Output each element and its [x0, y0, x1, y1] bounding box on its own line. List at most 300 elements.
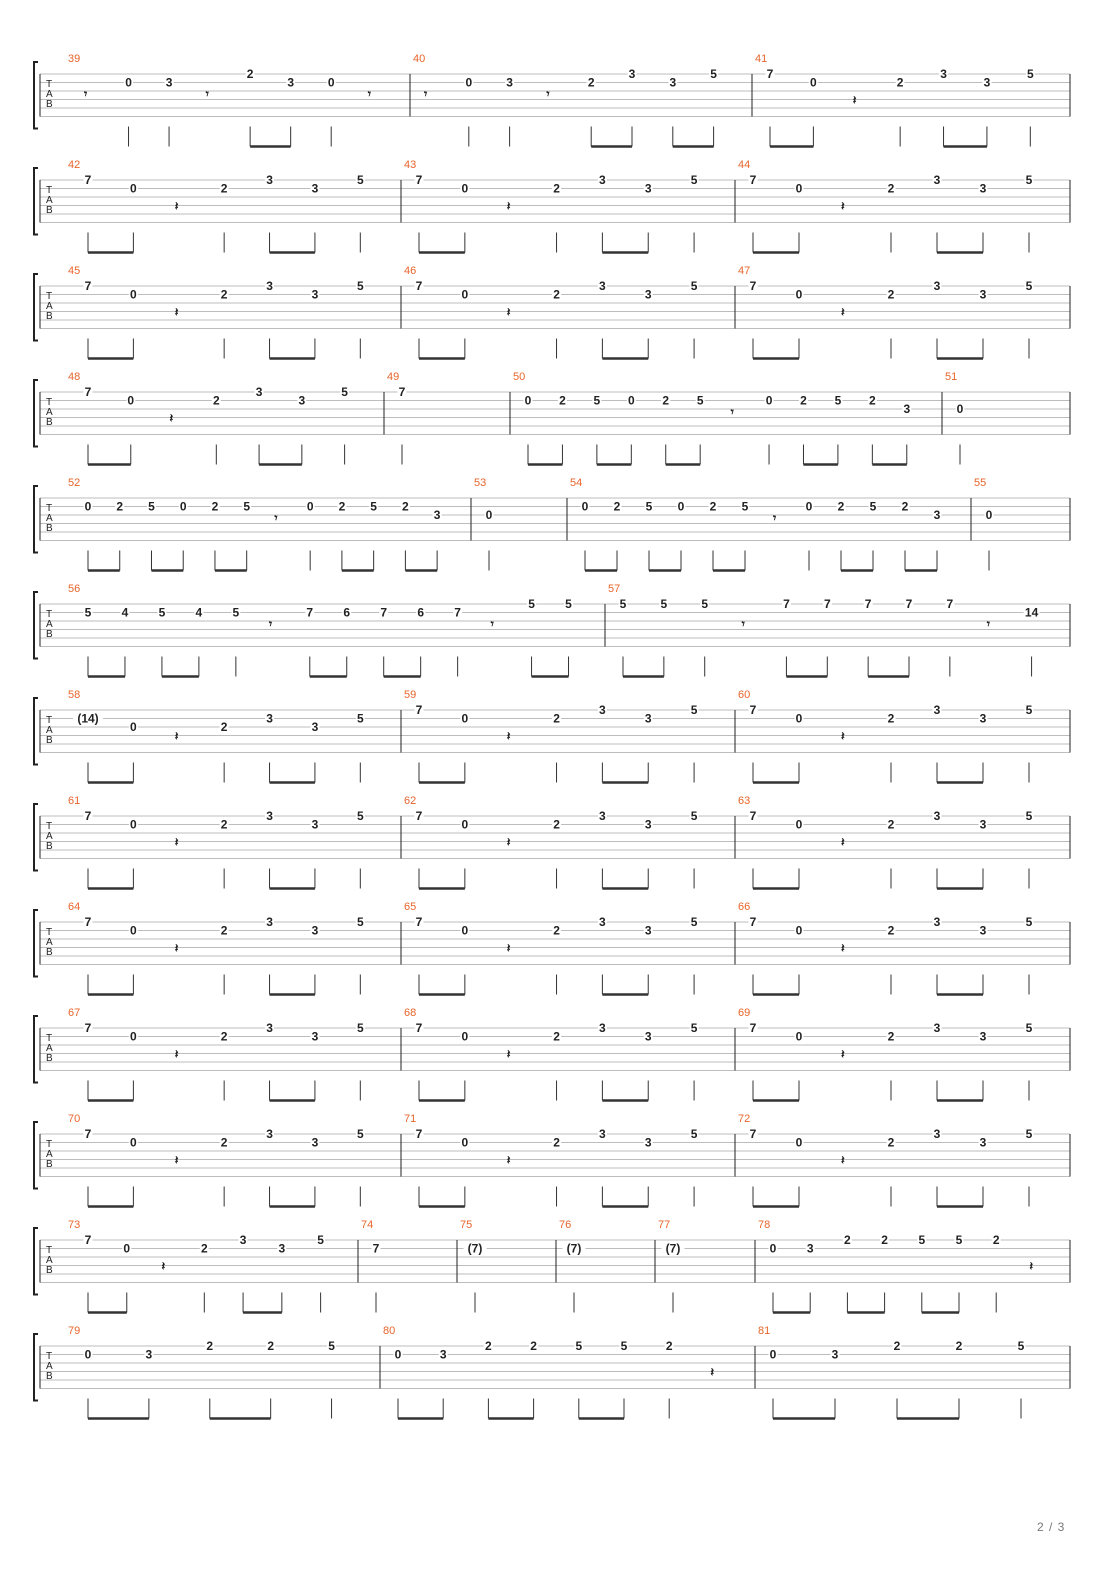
eighth-rest: 𝄾 — [274, 511, 278, 525]
fret-number: 7 — [380, 605, 388, 620]
fret-number: 3 — [933, 1127, 941, 1141]
fret-number: 5 — [243, 499, 251, 514]
fret-number: 7 — [84, 173, 92, 187]
fret-number: 0 — [524, 393, 532, 408]
fret-number: 7 — [84, 1127, 92, 1141]
fret-number: (7) — [467, 1241, 483, 1256]
fret-number: 0 — [795, 1029, 803, 1044]
tab-clef-letter: T — [46, 1351, 53, 1362]
fret-number: 0 — [123, 1241, 131, 1256]
fret-number: 5 — [918, 1233, 926, 1247]
tab-clef-letter: T — [46, 503, 53, 514]
tab-clef-letter: A — [46, 301, 53, 312]
system-bracket — [34, 1122, 38, 1189]
fret-number: 2 — [665, 1339, 673, 1353]
fret-number: 2 — [881, 1233, 888, 1247]
tab-system — [34, 159, 1070, 253]
fret-number: 7 — [749, 703, 757, 717]
tab-clef-letter: T — [46, 1139, 53, 1150]
fret-number: 6 — [417, 605, 425, 620]
measure-number: 74 — [361, 1219, 374, 1231]
quarter-rest: 𝄽 — [174, 305, 179, 319]
fret-number: 3 — [311, 181, 319, 196]
fret-number: 5 — [660, 597, 668, 611]
eighth-rest: 𝄾 — [773, 511, 777, 525]
fret-number: 5 — [148, 499, 155, 514]
fret-number: 3 — [669, 75, 677, 90]
measure-number: 60 — [738, 689, 751, 701]
measure-number: 53 — [474, 477, 487, 489]
fret-number: 2 — [220, 923, 228, 938]
fret-number: 3 — [278, 1241, 286, 1256]
tab-clef-letter: A — [46, 89, 53, 100]
quarter-rest: 𝄽 — [506, 305, 511, 319]
fret-number: 0 — [130, 181, 137, 196]
tab-system — [34, 583, 1070, 677]
tab-clef-letter: T — [46, 609, 53, 620]
measure-number: 78 — [758, 1219, 771, 1231]
tab-clef-letter: A — [46, 407, 53, 418]
fret-number: 5 — [690, 1021, 698, 1035]
fret-number: 0 — [581, 499, 589, 514]
fret-number: 2 — [800, 393, 807, 408]
fret-number: 5 — [710, 67, 717, 81]
fret-number: 3 — [506, 75, 513, 90]
system-bracket — [34, 168, 38, 235]
tab-clef-letter: B — [46, 629, 53, 640]
fret-number: 3 — [933, 809, 941, 823]
fret-number: 3 — [831, 1347, 839, 1362]
tab-clef-letter: B — [46, 99, 53, 110]
fret-number: 5 — [690, 809, 698, 823]
fret-number: 0 — [795, 923, 803, 938]
fret-number: 2 — [553, 1029, 560, 1044]
fret-number: 2 — [211, 499, 219, 514]
tab-clef-letter: B — [46, 735, 53, 746]
fret-number: 7 — [415, 1127, 423, 1141]
fret-number: 7 — [84, 809, 92, 823]
fret-number: 2 — [220, 1135, 228, 1150]
fret-number: 0 — [127, 393, 135, 408]
system-bracket — [34, 274, 38, 341]
measure-number: 65 — [404, 901, 417, 913]
fret-number: 0 — [461, 923, 469, 938]
fret-number: 2 — [220, 720, 228, 734]
measure-number: 58 — [68, 689, 81, 701]
quarter-rest: 𝄽 — [506, 1153, 511, 1167]
fret-number: 2 — [887, 923, 895, 938]
fret-number: 3 — [165, 75, 173, 90]
fret-number: 2 — [955, 1339, 963, 1353]
fret-number: 3 — [311, 287, 319, 302]
quarter-rest: 𝄽 — [506, 1047, 511, 1061]
fret-number: 0 — [810, 75, 817, 90]
tab-clef-letter: T — [46, 715, 53, 726]
fret-number: 7 — [372, 1241, 380, 1256]
fret-number: 2 — [869, 393, 876, 408]
fret-number: 2 — [220, 1029, 228, 1044]
fret-number: 5 — [356, 173, 364, 187]
measure-number: 66 — [738, 901, 751, 913]
fret-number: 7 — [749, 915, 757, 929]
quarter-rest: 𝄽 — [841, 1047, 845, 1061]
measure-number: 45 — [68, 265, 81, 277]
measure-number: 68 — [404, 1007, 417, 1019]
measure-number: 47 — [738, 265, 751, 277]
fret-number: 3 — [599, 279, 606, 293]
fret-number: 0 — [306, 499, 314, 514]
fret-number: 7 — [749, 1021, 757, 1035]
fret-number: 3 — [979, 1029, 987, 1044]
system-bracket — [34, 1016, 38, 1083]
quarter-rest: 𝄽 — [710, 1365, 715, 1379]
fret-number: 3 — [933, 508, 941, 522]
fret-number: 5 — [690, 703, 698, 717]
fret-number: 7 — [84, 279, 92, 293]
tab-system — [34, 53, 1070, 147]
fret-number: 7 — [415, 1021, 423, 1035]
fret-number: 0 — [465, 75, 473, 90]
quarter-rest: 𝄽 — [506, 941, 511, 955]
measure-number: 50 — [513, 371, 526, 383]
fret-number: 0 — [765, 393, 773, 408]
fret-number: 3 — [979, 817, 987, 832]
fret-number: 3 — [599, 703, 606, 717]
tab-system — [34, 371, 1070, 465]
system-bracket — [34, 62, 38, 129]
measure-number: 75 — [460, 1219, 473, 1231]
fret-number: 3 — [266, 809, 273, 823]
fret-number: 6 — [343, 605, 351, 620]
fret-number: 2 — [267, 1339, 275, 1353]
fret-number: 7 — [398, 385, 406, 399]
fret-number: 3 — [933, 279, 941, 293]
fret-number: 3 — [599, 1127, 606, 1141]
fret-number: 7 — [84, 385, 92, 399]
fret-number: 5 — [356, 915, 364, 929]
tab-clef-letter: A — [46, 619, 53, 630]
measure-number: 51 — [945, 371, 958, 383]
fret-number: 3 — [933, 1021, 941, 1035]
quarter-rest: 𝄽 — [506, 835, 511, 849]
tab-clef-letter: A — [46, 1043, 53, 1054]
fret-number: 2 — [206, 1339, 214, 1353]
fret-number: 5 — [370, 499, 377, 514]
fret-number: 2 — [662, 393, 670, 408]
fret-number: 2 — [837, 499, 845, 514]
fret-number: 2 — [402, 499, 409, 514]
fret-number: 3 — [933, 915, 941, 929]
fret-number: 5 — [1025, 279, 1033, 293]
tab-system — [34, 1113, 1070, 1207]
fret-number: 3 — [239, 1233, 247, 1247]
fret-number: 0 — [125, 75, 132, 90]
fret-number: 5 — [356, 711, 364, 726]
fret-number: 2 — [587, 75, 595, 90]
eighth-rest: 𝄾 — [205, 87, 209, 101]
fret-number: 4 — [121, 605, 129, 620]
fret-number: 3 — [644, 711, 652, 726]
fret-number: 5 — [1025, 173, 1033, 187]
fret-number: 0 — [130, 817, 137, 832]
tab-clef-letter: T — [46, 79, 53, 90]
fret-number: 3 — [979, 1135, 987, 1150]
fret-number: 7 — [749, 1127, 757, 1141]
fret-number: 5 — [1026, 67, 1034, 81]
fret-number: 0 — [461, 1135, 469, 1150]
fret-number: 0 — [130, 287, 137, 302]
tab-clef-letter: A — [46, 1255, 53, 1266]
fret-number: 7 — [749, 809, 757, 823]
fret-number: 3 — [311, 1029, 319, 1044]
fret-number: 5 — [232, 605, 240, 620]
eighth-rest: 𝄾 — [84, 87, 88, 101]
fret-number: 7 — [84, 915, 92, 929]
fret-number: 0 — [84, 1347, 92, 1362]
tab-clef-letter: B — [46, 1265, 53, 1276]
fret-number: 0 — [179, 499, 187, 514]
measure-number: 62 — [404, 795, 417, 807]
fret-number: 0 — [795, 711, 803, 726]
fret-number: 2 — [887, 1029, 895, 1044]
measure-number: 54 — [570, 477, 583, 489]
fret-number: 3 — [903, 402, 911, 416]
measure-number: 76 — [559, 1219, 572, 1231]
tab-clef-letter: B — [46, 523, 53, 534]
tab-clef-letter: B — [46, 1053, 53, 1064]
fret-number: 3 — [311, 720, 319, 734]
measure-number: 48 — [68, 371, 81, 383]
fret-number: 0 — [485, 508, 493, 522]
eighth-rest: 𝄾 — [730, 405, 734, 419]
quarter-rest: 𝄽 — [852, 93, 857, 107]
eighth-rest: 𝄾 — [268, 617, 273, 631]
quarter-rest: 𝄽 — [1029, 1259, 1034, 1273]
fret-number: 7 — [749, 279, 757, 293]
measure-number: 81 — [758, 1325, 771, 1337]
measure-number: 79 — [68, 1325, 81, 1337]
fret-number: 3 — [940, 67, 947, 81]
fret-number: 7 — [823, 597, 831, 611]
fret-number: 7 — [415, 703, 423, 717]
fret-number: 5 — [356, 1021, 364, 1035]
fret-number: 0 — [769, 1241, 777, 1256]
fret-number: 3 — [599, 915, 606, 929]
measure-number: 44 — [738, 159, 751, 171]
tab-clef-letter: B — [46, 947, 53, 958]
tab-clef-letter: A — [46, 725, 53, 736]
fret-number: 0 — [795, 287, 803, 302]
quarter-rest: 𝄽 — [841, 199, 845, 213]
system-bracket — [34, 380, 38, 447]
tab-clef-letter: T — [46, 397, 53, 408]
fret-number: 7 — [864, 597, 872, 611]
tab-system — [34, 265, 1070, 359]
fret-number: 3 — [979, 287, 987, 302]
fret-number: 7 — [84, 1021, 92, 1035]
eighth-rest: 𝄾 — [490, 617, 494, 631]
fret-number: 0 — [769, 1347, 777, 1362]
system-bracket — [34, 910, 38, 977]
fret-number: 5 — [955, 1233, 963, 1247]
fret-number: 2 — [901, 499, 909, 514]
tab-clef-letter: B — [46, 1159, 53, 1170]
fret-number: 0 — [677, 499, 685, 514]
measure-number: 59 — [404, 689, 417, 701]
quarter-rest: 𝄽 — [174, 1153, 179, 1167]
tab-clef-letter: A — [46, 831, 53, 842]
tab-clef-letter: T — [46, 821, 53, 832]
fret-number: 3 — [979, 711, 987, 726]
fret-number: 2 — [887, 817, 895, 832]
measure-number: 49 — [387, 371, 400, 383]
fret-number: 5 — [690, 1127, 698, 1141]
fret-number: 5 — [575, 1339, 583, 1353]
fret-number: 3 — [298, 393, 306, 408]
measure-number: 41 — [755, 53, 768, 65]
fret-number: 3 — [266, 279, 273, 293]
fret-number: 5 — [834, 393, 842, 408]
fret-number: 5 — [701, 597, 709, 611]
fret-number: (7) — [665, 1241, 681, 1256]
fret-number: 7 — [306, 605, 314, 620]
quarter-rest: 𝄽 — [174, 1047, 179, 1061]
fret-number: 0 — [394, 1347, 402, 1362]
fret-number: 2 — [200, 1241, 208, 1256]
tab-clef-letter: B — [46, 205, 53, 216]
quarter-rest: 𝄽 — [174, 729, 179, 743]
fret-number: 0 — [84, 499, 92, 514]
fret-number: 3 — [145, 1347, 153, 1362]
tab-system — [34, 1007, 1070, 1101]
fret-number: 0 — [130, 1135, 137, 1150]
fret-number: 2 — [485, 1339, 492, 1353]
fret-number: 2 — [116, 499, 124, 514]
fret-number: 3 — [644, 287, 652, 302]
fret-number: (14) — [77, 711, 99, 726]
quarter-rest: 𝄽 — [174, 835, 179, 849]
measure-number: 40 — [413, 53, 426, 65]
quarter-rest: 𝄽 — [161, 1259, 166, 1273]
tab-clef-letter: A — [46, 195, 53, 206]
tab-clef-letter: B — [46, 1371, 53, 1382]
fret-number: 2 — [887, 287, 895, 302]
tab-clef-letter: A — [46, 513, 53, 524]
fret-number: 2 — [553, 181, 560, 196]
eighth-rest: 𝄾 — [546, 87, 550, 101]
measure-number: 77 — [658, 1219, 671, 1231]
system-bracket — [34, 1228, 38, 1295]
fret-number: 3 — [644, 1029, 652, 1044]
fret-number: 0 — [130, 1029, 137, 1044]
quarter-rest: 𝄽 — [506, 199, 511, 213]
fret-number: 7 — [946, 597, 954, 611]
fret-number: 3 — [983, 75, 991, 90]
tab-system — [34, 1219, 1070, 1313]
measure-number: 73 — [68, 1219, 81, 1231]
fret-number: 2 — [992, 1233, 1000, 1247]
fret-number: 2 — [553, 711, 560, 726]
quarter-rest: 𝄽 — [841, 835, 845, 849]
tab-clef-letter: T — [46, 927, 53, 938]
fret-number: 2 — [844, 1233, 851, 1247]
fret-number: 5 — [356, 279, 364, 293]
fret-number: 0 — [795, 817, 803, 832]
tab-system — [34, 901, 1070, 995]
fret-number: 5 — [1025, 915, 1033, 929]
tab-system — [34, 689, 1070, 783]
fret-number: 5 — [356, 809, 364, 823]
fret-number: 5 — [593, 393, 601, 408]
fret-number: 3 — [628, 67, 636, 81]
fret-number: 2 — [613, 499, 621, 514]
fret-number: 3 — [933, 173, 941, 187]
tab-system — [34, 1325, 1070, 1419]
fret-number: 3 — [979, 923, 987, 938]
fret-number: 5 — [869, 499, 877, 514]
fret-number: 5 — [620, 1339, 628, 1353]
fret-number: 3 — [311, 817, 319, 832]
fret-number: 0 — [130, 923, 137, 938]
fret-number: 2 — [887, 1135, 895, 1150]
measure-number: 42 — [68, 159, 81, 171]
eighth-rest: 𝄾 — [741, 617, 745, 631]
quarter-rest: 𝄽 — [841, 729, 845, 743]
quarter-rest: 𝄽 — [841, 941, 845, 955]
fret-number: 5 — [565, 597, 572, 611]
fret-number: 5 — [619, 597, 627, 611]
fret-number: 5 — [1017, 1339, 1025, 1353]
fret-number: 0 — [461, 1029, 469, 1044]
fret-number: 2 — [338, 499, 346, 514]
fret-number: 3 — [644, 181, 652, 196]
fret-number: 5 — [690, 915, 698, 929]
fret-number: 3 — [255, 385, 263, 399]
fret-number: 3 — [266, 1021, 273, 1035]
fret-number: 7 — [415, 173, 423, 187]
system-bracket — [34, 698, 38, 765]
tab-clef-letter: B — [46, 417, 53, 428]
fret-number: 3 — [599, 1021, 606, 1035]
tab-clef-letter: B — [46, 841, 53, 852]
fret-number: 0 — [461, 711, 469, 726]
fret-number: 5 — [741, 499, 749, 514]
fret-number: 3 — [266, 173, 273, 187]
tab-clef-letter: A — [46, 1149, 53, 1160]
fret-number: 7 — [84, 1233, 92, 1247]
fret-number: 2 — [887, 711, 895, 726]
tab-clef-letter: B — [46, 311, 53, 322]
fret-number: 5 — [528, 597, 535, 611]
eighth-rest: 𝄾 — [367, 87, 371, 101]
measure-number: 56 — [68, 583, 81, 595]
fret-number: 2 — [530, 1339, 537, 1353]
fret-number: 0 — [627, 393, 635, 408]
measure-number: 70 — [68, 1113, 81, 1125]
measure-number: 71 — [404, 1113, 417, 1125]
fret-number: 3 — [439, 1347, 447, 1362]
measure-number: 72 — [738, 1113, 751, 1125]
page-number: 2 / 3 — [1037, 1520, 1066, 1534]
quarter-rest: 𝄽 — [841, 1153, 845, 1167]
fret-number: 7 — [749, 173, 757, 187]
fret-number: 2 — [553, 817, 560, 832]
fret-number: 5 — [317, 1233, 324, 1247]
fret-number: 3 — [644, 817, 652, 832]
fret-number: 5 — [1025, 1021, 1033, 1035]
fret-number: 3 — [266, 711, 273, 726]
fret-number: 5 — [696, 393, 704, 408]
